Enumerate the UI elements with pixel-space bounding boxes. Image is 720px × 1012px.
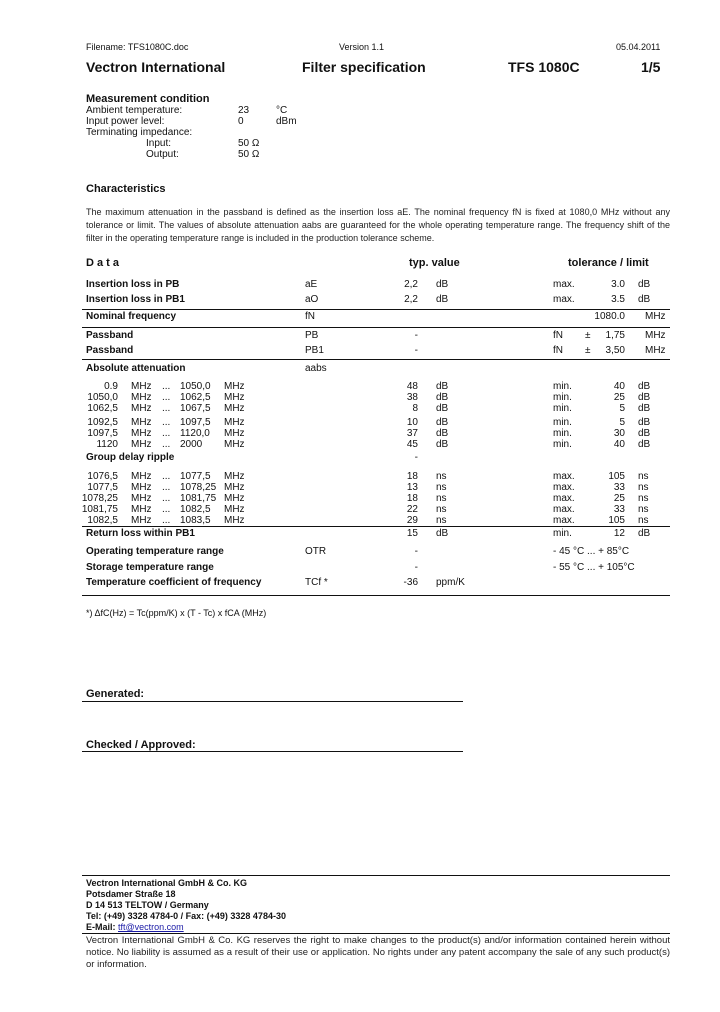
range-from-unit: MHz	[131, 417, 152, 428]
data-header: D a t a	[86, 257, 120, 269]
range-from: 1082,5	[87, 515, 118, 526]
row-typ-unit: dB	[436, 294, 449, 305]
row-typ-unit: dB	[436, 439, 449, 450]
row-tolerance-pm: ±	[585, 330, 591, 341]
measurement-value: 23	[238, 105, 250, 116]
row-typ-unit: dB	[436, 392, 449, 403]
measurement-label: Input power level:	[86, 116, 165, 127]
range-to-unit: MHz	[224, 381, 245, 392]
row-tolerance-value: 3,50	[605, 345, 625, 356]
tolerance-header: tolerance / limit	[568, 257, 649, 269]
row-tolerance-unit: ns	[638, 515, 649, 526]
row-typ-value: -	[414, 546, 418, 557]
footer-phone: Tel: (+49) 3328 4784-0 / Fax: (+49) 3328 4784-30	[86, 911, 286, 921]
measurement-label: Ambient temperature:	[86, 105, 183, 116]
range-separator: ...	[162, 439, 171, 450]
row-tolerance-unit: ns	[638, 493, 649, 504]
row-symbol: aabs	[305, 363, 327, 374]
range-from: 1097,5	[87, 428, 118, 439]
row-typ-value: -	[414, 345, 418, 356]
divider	[82, 309, 670, 310]
range-to-unit: MHz	[224, 439, 245, 450]
row-typ-value: 2,2	[404, 279, 418, 290]
row-symbol: aO	[305, 294, 319, 305]
measurement-value: 0	[238, 116, 244, 127]
range-separator: ...	[162, 392, 171, 403]
characteristics-title: Characteristics	[86, 183, 166, 195]
range-to-unit: MHz	[224, 392, 245, 403]
range-separator: ...	[162, 515, 171, 526]
range-from: 1062,5	[87, 403, 118, 414]
document-title: Filter specification	[302, 59, 426, 75]
row-tolerance-value: 1080.0	[594, 311, 625, 322]
range-from-unit: MHz	[131, 428, 152, 439]
row-tolerance-prefix: max.	[553, 504, 575, 515]
row-tolerance-prefix: max.	[553, 294, 575, 305]
range-to: 2000	[180, 439, 203, 450]
date: 05.04.2011	[616, 42, 661, 52]
measurement-unit: °C	[276, 105, 288, 116]
range-separator: ...	[162, 493, 171, 504]
row-label: Operating temperature range	[86, 546, 224, 557]
range-from: 1050,0	[87, 392, 118, 403]
row-tolerance-value: 12	[613, 528, 625, 539]
row-typ-value: 45	[406, 439, 418, 450]
row-typ-value: 37	[406, 428, 418, 439]
approved-label: Checked / Approved:	[86, 739, 196, 751]
range-from: 1120	[96, 439, 118, 450]
row-tolerance-unit: dB	[638, 381, 651, 392]
row-tolerance-prefix: min.	[553, 528, 572, 539]
row-tolerance-prefix: min.	[553, 392, 572, 403]
divider	[82, 526, 670, 527]
row-typ-unit: ns	[436, 515, 447, 526]
range-from: 1076,5	[87, 471, 118, 482]
divider	[82, 933, 670, 934]
range-from-unit: MHz	[131, 515, 152, 526]
range-to: 1083,5	[180, 515, 211, 526]
row-tolerance-value: 105	[608, 515, 625, 526]
range-to: 1097,5	[180, 417, 211, 428]
row-tolerance-unit: dB	[638, 528, 651, 539]
range-separator: ...	[162, 428, 171, 439]
row-label: Passband	[86, 330, 134, 341]
generated-label: Generated:	[86, 688, 145, 700]
part-number: TFS 1080C	[508, 59, 580, 75]
row-typ-unit: ns	[436, 504, 447, 515]
row-typ-unit: ns	[436, 471, 447, 482]
row-typ-value: 18	[406, 493, 418, 504]
range-from-unit: MHz	[131, 392, 152, 403]
row-typ-value: -	[414, 452, 418, 463]
range-from-unit: MHz	[131, 439, 152, 450]
footer-street: Potsdamer Straße 18	[86, 889, 176, 899]
range-from: 1077,5	[87, 482, 118, 493]
row-label: Temperature coefficient of frequency	[86, 577, 262, 588]
row-tolerance-unit: dB	[638, 279, 651, 290]
row-tolerance-unit: dB	[638, 392, 651, 403]
row-typ-value: -	[414, 562, 418, 573]
range-to: 1067,5	[180, 403, 211, 414]
divider	[82, 327, 670, 328]
row-tolerance-value: 3.0	[611, 279, 625, 290]
range-to: 1082,5	[180, 504, 211, 515]
signature-line	[82, 751, 463, 752]
row-tolerance-unit: dB	[638, 439, 651, 450]
row-tolerance-prefix: min.	[553, 381, 572, 392]
range-to: 1062,5	[180, 392, 211, 403]
range-to-unit: MHz	[224, 471, 245, 482]
row-typ-unit: ns	[436, 482, 447, 493]
range-to: 1081,75	[180, 493, 217, 504]
row-typ-value: 18	[406, 471, 418, 482]
footer-company: Vectron International GmbH & Co. KG	[86, 878, 248, 888]
range-separator: ...	[162, 417, 171, 428]
range-to-unit: MHz	[224, 493, 245, 504]
email-link[interactable]: tft@vectron.com	[118, 922, 184, 932]
version: Version 1.1	[339, 42, 385, 52]
range-from: 0.9	[104, 381, 118, 392]
row-tolerance-range: - 55 °C ... + 105°C	[553, 562, 635, 573]
row-label: Return loss within PB1	[86, 528, 195, 539]
row-tolerance-prefix: max.	[553, 515, 575, 526]
row-symbol: PB	[305, 330, 319, 341]
row-symbol: PB1	[305, 345, 324, 356]
range-to: 1050,0	[180, 381, 211, 392]
row-label: Insertion loss in PB1	[86, 294, 185, 305]
measurement-label: Terminating impedance:	[86, 127, 193, 138]
row-symbol: aE	[305, 279, 318, 290]
measurement-unit: dBm	[276, 116, 297, 127]
row-symbol: OTR	[305, 546, 327, 557]
range-from-unit: MHz	[131, 471, 152, 482]
row-tolerance-unit: ns	[638, 482, 649, 493]
measurement-label: Output:	[146, 149, 179, 160]
row-tolerance-range: - 45 °C ... + 85°C	[553, 546, 630, 557]
range-to: 1120,0	[180, 428, 210, 439]
filename: Filename: TFS1080C.doc	[86, 42, 189, 52]
range-from-unit: MHz	[131, 403, 152, 414]
row-tolerance-prefix: max.	[553, 482, 575, 493]
row-typ-value: 8	[412, 403, 418, 414]
row-tolerance-prefix: min.	[553, 417, 572, 428]
disclaimer: Vectron International GmbH & Co. KG reserves the right to make changes to the product(s) and/or information contained herein without notice. No liability is assumed as a result of their use or application. No rights under any patent accompany the sale of any such product(s) or information.	[86, 935, 670, 970]
row-label: Group delay ripple	[86, 452, 175, 463]
row-tolerance-value: 40	[613, 381, 625, 392]
row-typ-unit: dB	[436, 381, 449, 392]
row-typ-value: 13	[406, 482, 418, 493]
range-from-unit: MHz	[131, 482, 152, 493]
row-tolerance-unit: MHz	[645, 330, 666, 341]
row-tolerance-prefix: max.	[553, 279, 575, 290]
divider	[82, 595, 670, 596]
row-typ-value: 15	[406, 528, 418, 539]
measurement-label: Input:	[146, 138, 172, 149]
typ-value-header: typ. value	[409, 257, 460, 269]
range-from: 1092,5	[87, 417, 118, 428]
row-tolerance-unit: dB	[638, 417, 651, 428]
footer-email-row	[86, 921, 184, 933]
range-from-unit: MHz	[131, 381, 152, 392]
row-tolerance-unit: ns	[638, 471, 649, 482]
row-symbol: TCf *	[305, 577, 328, 588]
row-tolerance-value: 40	[613, 439, 625, 450]
row-tolerance-prefix: min.	[553, 428, 572, 439]
range-from-unit: MHz	[131, 504, 152, 515]
measurement-value: 50 Ω	[238, 138, 260, 149]
row-tolerance-value: 33	[613, 504, 625, 515]
range-to-unit: MHz	[224, 482, 245, 493]
row-typ-unit: dB	[436, 528, 449, 539]
range-from: 1081,75	[81, 504, 118, 515]
range-separator: ...	[162, 504, 171, 515]
row-typ-unit: dB	[436, 417, 449, 428]
measurement-value: 50 Ω	[238, 149, 260, 160]
row-typ-value: 10	[406, 417, 418, 428]
row-typ-unit: dB	[436, 403, 449, 414]
row-tolerance-unit: dB	[638, 428, 651, 439]
row-label: Passband	[86, 345, 134, 356]
row-tolerance-unit: ns	[638, 504, 649, 515]
row-tolerance-unit: dB	[638, 403, 651, 414]
footer-city: D 14 513 TELTOW / Germany	[86, 900, 209, 910]
row-typ-unit: ppm/K	[436, 577, 465, 588]
row-typ-value: 48	[406, 381, 418, 392]
row-symbol: fN	[305, 311, 315, 322]
row-tolerance-prefix: max.	[553, 471, 575, 482]
row-tolerance-value: 1,75	[605, 330, 625, 341]
divider	[82, 875, 670, 876]
range-separator: ...	[162, 471, 171, 482]
range-to-unit: MHz	[224, 428, 245, 439]
row-tolerance-value: 5	[619, 403, 625, 414]
row-tolerance-prefix: min.	[553, 403, 572, 414]
row-tolerance-value: 5	[619, 417, 625, 428]
row-label: Storage temperature range	[86, 562, 214, 573]
row-tolerance-value: 105	[608, 471, 625, 482]
row-tolerance-prefix: fN	[553, 345, 563, 356]
range-to: 1078,25	[180, 482, 217, 493]
range-to-unit: MHz	[224, 403, 245, 414]
signature-line	[82, 701, 463, 702]
row-typ-value: 29	[406, 515, 418, 526]
row-typ-value: 22	[406, 504, 418, 515]
page-number: 1/5	[641, 59, 661, 75]
row-label: Nominal frequency	[86, 311, 177, 322]
footnote: *) ΔfC(Hz) = Tc(ppm/K) x (T - Tc) x fCA (MHz)	[86, 608, 267, 618]
range-to: 1077,5	[180, 471, 211, 482]
range-from: 1078,25	[81, 493, 118, 504]
range-to-unit: MHz	[224, 504, 245, 515]
range-from-unit: MHz	[131, 493, 152, 504]
range-separator: ...	[162, 403, 171, 414]
range-to-unit: MHz	[224, 515, 245, 526]
row-tolerance-value: 25	[613, 493, 625, 504]
row-label: Absolute attenuation	[86, 363, 186, 374]
row-typ-value: 38	[406, 392, 418, 403]
row-typ-unit: dB	[436, 279, 449, 290]
row-typ-unit: dB	[436, 428, 449, 439]
row-tolerance-value: 25	[613, 392, 625, 403]
row-tolerance-value: 30	[613, 428, 625, 439]
row-tolerance-unit: MHz	[645, 311, 666, 322]
row-tolerance-prefix: fN	[553, 330, 563, 341]
row-tolerance-pm: ±	[585, 345, 591, 356]
row-tolerance-unit: MHz	[645, 345, 666, 356]
row-tolerance-unit: dB	[638, 294, 651, 305]
email-label: E-Mail:	[86, 922, 119, 932]
row-tolerance-prefix: max.	[553, 493, 575, 504]
range-separator: ...	[162, 482, 171, 493]
row-label: Insertion loss in PB	[86, 279, 180, 290]
row-tolerance-prefix: min.	[553, 439, 572, 450]
row-tolerance-value: 3.5	[611, 294, 625, 305]
company-title: Vectron International	[86, 59, 226, 75]
row-tolerance-value: 33	[613, 482, 625, 493]
measurement-title: Measurement condition	[86, 93, 210, 105]
row-typ-value: -	[414, 330, 418, 341]
range-to-unit: MHz	[224, 417, 245, 428]
row-typ-value: -36	[403, 577, 418, 588]
row-typ-unit: ns	[436, 493, 447, 504]
row-typ-value: 2,2	[404, 294, 418, 305]
characteristics-text: The maximum attenuation in the passband is defined as the insertion loss aE. The nominal frequency fN is fixed at 1080,0 MHz without any tolerance or limit. The values of absolute attenuation aabs are guaranteed for the whole operating temperature range. The frequency shift of the filter in the operating temperature range is included in the production tolerance scheme.	[86, 207, 670, 243]
divider	[82, 359, 670, 360]
range-separator: ...	[162, 381, 171, 392]
